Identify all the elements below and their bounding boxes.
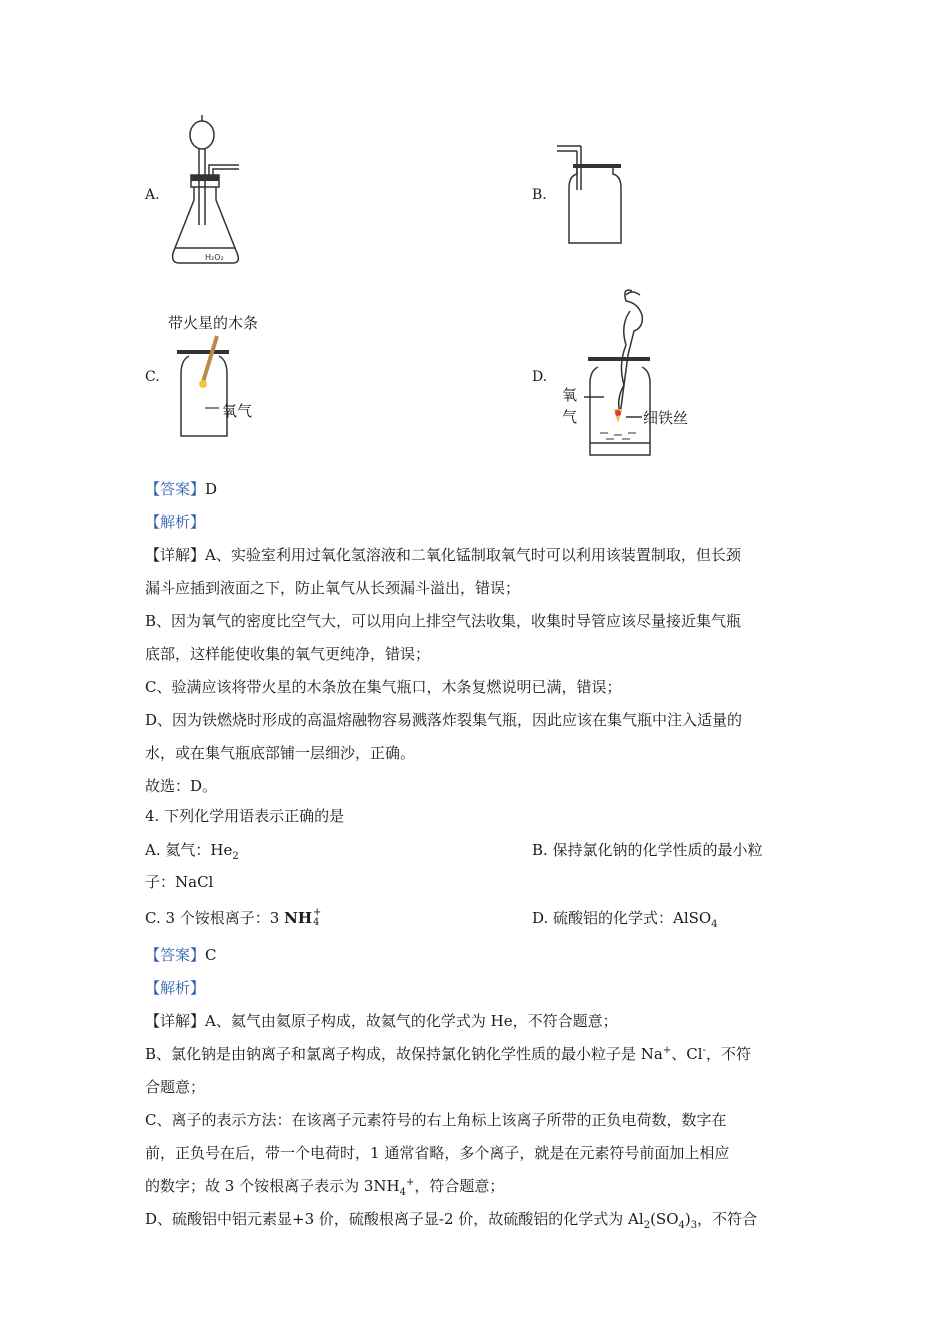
q4-line-6-sub: 4	[399, 1187, 406, 1198]
q3-answer: D	[205, 480, 218, 498]
q4-line-7-pre: D、硫酸铝中铝元素显+3 价，硫酸根离子显-2 价，故硫酸铝的化学式为 Al	[145, 1210, 644, 1228]
q4-option-b-line-2: 子：NaCl	[145, 873, 214, 891]
q3-line-5: C、验满应该将带火星的木条放在集气瓶口，木条复燃说明已满，错误；	[145, 678, 622, 696]
q4-line-1: A、氦气由氦原子构成，故氦气的化学式为 He，不符合题意；	[205, 1012, 618, 1030]
figure-c-letter: C.	[145, 369, 160, 385]
q4-line-2-sup-2: -	[702, 1045, 706, 1056]
q4-line-2-pre: B、氯化钠是由钠离子和氯离子构成，故保持氯化钠化学性质的最小粒子是 Na	[145, 1045, 663, 1063]
q3-line-2: 漏斗应插到液面之下，防止氧气从长颈漏斗溢出，错误；	[145, 579, 521, 597]
q4-line-6-pre: 的数字；故 3 个铵根离子表示为 3NH	[145, 1177, 400, 1195]
figure-d-iron-wire-burning	[560, 285, 680, 460]
q4-option-a-sub: 2	[232, 851, 239, 862]
q4-line-7-mid-2: )	[684, 1210, 691, 1228]
q4-option-a	[145, 840, 505, 860]
q4-option-c-formula: NH	[284, 909, 312, 927]
q4-line-2	[145, 1044, 810, 1064]
q3-line-6: D、因为铁燃烧时形成的高温熔融物容易溅落炸裂集气瓶，因此应该在集气瓶中注入适量的	[145, 711, 743, 729]
q4-line-7-sub-3: 3	[690, 1220, 698, 1231]
figure-a-flask-label: H₂O₂	[205, 253, 224, 262]
q4-option-a-text: A. 氦气：He	[145, 841, 233, 859]
figure-a-letter: A.	[145, 187, 160, 203]
q4-line-2-mid: 、Cl	[671, 1045, 703, 1063]
q4-line-7	[145, 1209, 810, 1229]
q4-detail-line-1	[145, 1011, 810, 1031]
q4-detail-tag: 【详解】	[145, 1012, 206, 1030]
q4-option-c: C. 3 个铵根离子：3 NH + 4	[145, 907, 322, 928]
q4-option-d-text: D. 硫酸铝的化学式：AlSO	[532, 909, 712, 927]
q4-line-2-sup-1: +	[662, 1045, 672, 1056]
q3-line-3: B、因为氧气的密度比空气大，可以用向上排空气法收集，收集时导管应该尽量接近集气瓶	[145, 612, 742, 630]
figure-a-flask-apparatus	[165, 115, 255, 275]
q3-answer-row	[145, 479, 810, 499]
q4-line-7-post: ，不符合	[697, 1210, 758, 1228]
q4-line-6	[145, 1176, 810, 1196]
q3-detail-tag: 【详解】	[145, 546, 206, 564]
q4-option-c-text: C. 3 个铵根离子：3	[145, 909, 285, 927]
q4-option-d	[532, 908, 812, 928]
q4-analysis-tag: 【解析】	[145, 979, 206, 997]
q4-line-3: 合题意；	[145, 1078, 206, 1096]
q4-line-7-sub-1: 2	[643, 1220, 651, 1231]
q4-answer-tag: 【答案】	[145, 946, 206, 964]
q4-line-4: C、离子的表示方法：在该离子元素符号的右上角标上该离子所带的正负电荷数，数字在	[145, 1111, 727, 1129]
figure-b-letter: B.	[532, 187, 547, 203]
q3-line-7: 水，或在集气瓶底部铺一层细沙，正确。	[145, 744, 416, 762]
figure-c-oxygen-bottle	[175, 332, 235, 442]
figure-d-letter: D.	[532, 369, 548, 385]
q3-analysis-tag: 【解析】	[145, 513, 206, 531]
q4-answer-row	[145, 945, 810, 965]
q4-option-b-line-1: B. 保持氯化钠的化学性质的最小粒	[532, 841, 763, 859]
figure-d-gas-label-1: 氧	[562, 386, 578, 404]
q4-line-5: 前，正负号在后，带一个电荷时，1 通常省略，多个离子，就是在元素符号前面加上相应	[145, 1144, 730, 1162]
q3-answer-tag: 【答案】	[145, 480, 206, 498]
figure-b-gas-bottle	[555, 140, 625, 250]
q4-line-6-post: ，符合题意；	[414, 1177, 505, 1195]
q4-line-2-post: ，不符	[705, 1045, 751, 1063]
figure-c-gas-label: 氧气	[222, 402, 253, 420]
figure-d-wire-label: 细铁丝	[643, 409, 689, 427]
q4-line-6-sup: +	[405, 1177, 415, 1188]
q4-answer: C	[205, 946, 217, 964]
q4-line-7-sub-2: 4	[678, 1220, 685, 1231]
figure-c-stick-label: 带火星的木条	[168, 314, 259, 332]
q3-conclusion: 故选：D。	[145, 777, 218, 795]
q4-line-7-mid: (SO	[650, 1210, 679, 1228]
q3-line-4: 底部，这样能使收集的氧气更纯净，错误；	[145, 645, 431, 663]
q4-stem: 4. 下列化学用语表示正确的是	[145, 807, 345, 825]
q4-option-d-sub: 4	[711, 919, 718, 930]
q3-detail-line-1	[145, 545, 810, 565]
q3-line-1: A、实验室利用过氧化氢溶液和二氧化锰制取氧气时可以利用该装置制取，但长颈	[205, 546, 741, 564]
figure-d-gas-label-2: 气	[562, 408, 578, 426]
